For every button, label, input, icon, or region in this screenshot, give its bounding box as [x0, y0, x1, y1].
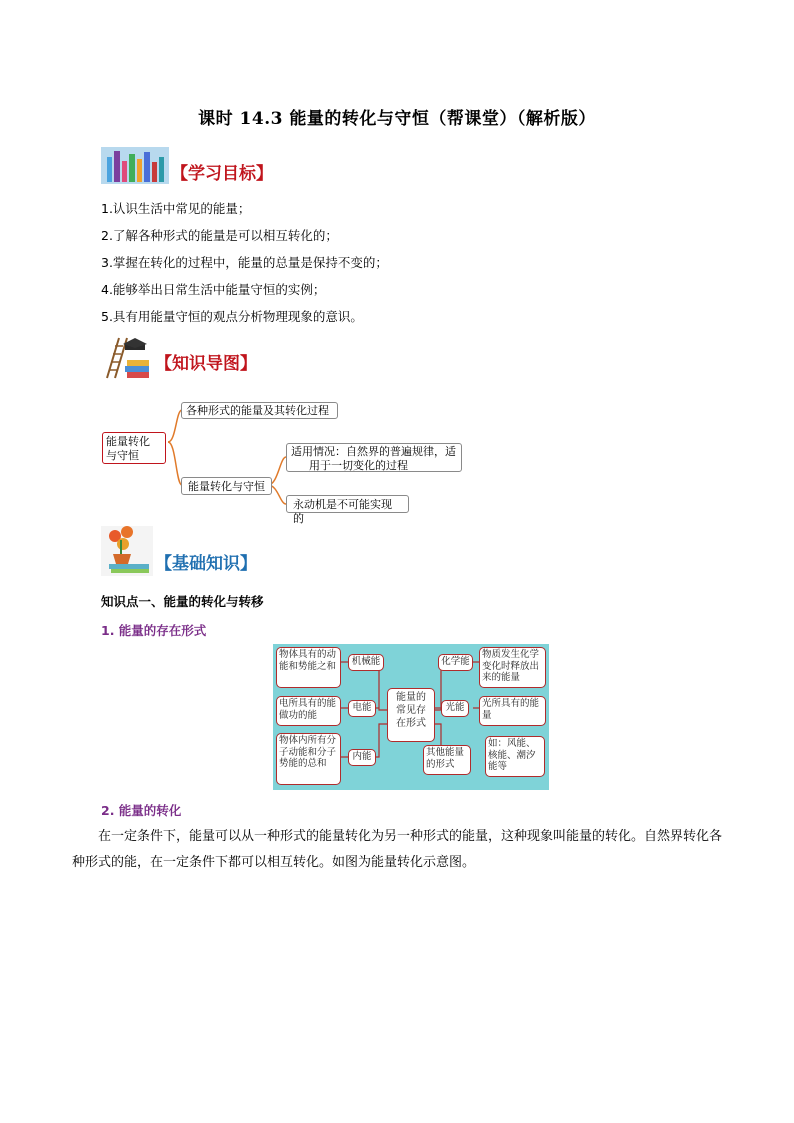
goal-item: 1.认识生活中常见的能量； — [101, 201, 251, 216]
section-goals-header — [101, 147, 273, 184]
basics-label: 【基础知识】 — [155, 554, 257, 574]
ladder-books-icon — [101, 336, 153, 380]
energy-desc-light: 光所具有的能量 — [479, 696, 546, 726]
subsection-title: 2. 能量的转化 — [101, 803, 182, 818]
goal-item: 3.掌握在转化的过程中，能量的总量是保持不变的； — [101, 255, 388, 270]
mindmap-leaf-line: 用于一切变化的过程 — [309, 459, 408, 472]
energy-node-mechanical: 机械能 — [348, 654, 384, 671]
page-title: 课时 14.3 能量的转化与守恒（帮课堂）（解析版） — [198, 109, 596, 129]
mindmap-branch: 各种形式的能量及其转化过程 — [181, 402, 338, 419]
energy-desc-other: 如：风能、核能、潮汐能等 — [485, 736, 545, 777]
energy-center-line: 在形式 — [396, 718, 426, 729]
goal-item: 2.了解各种形式的能量是可以相互转化的； — [101, 228, 338, 243]
energy-forms-diagram — [273, 644, 549, 790]
mindmap-root — [102, 432, 166, 464]
energy-desc-chemical: 物质发生化学变化时释放出来的能量 — [479, 647, 546, 688]
energy-node-light: 光能 — [441, 700, 469, 717]
body-paragraph: 在一定条件下，能量可以从一种形式的能量转化为另一种形式的能量，这种现象叫能量的转化。自然界转化各种形式的能，在一定条件下都可以相互转化。如图为能量转化示意图。 — [72, 829, 723, 870]
energy-node-internal: 内能 — [348, 749, 376, 766]
books-icon — [101, 147, 169, 184]
section-mindmap-header — [101, 336, 257, 380]
energy-node-electric: 电能 — [348, 700, 376, 717]
mindmap-root-line: 与守恒 — [106, 449, 139, 462]
knowledge-point-title: 知识点一、能量的转化与转移 — [101, 594, 264, 609]
mindmap-label: 【知识导图】 — [155, 354, 257, 374]
mindmap-leaf-line: 适用情况：自然界的普遍规律，适 — [291, 445, 456, 458]
energy-center-line: 常见存 — [396, 705, 426, 716]
section-basics-header — [101, 526, 257, 576]
mindmap-branch: 能量转化与守恒 — [181, 477, 272, 495]
energy-desc-internal: 物体内所有分子动能和分子势能的总和 — [276, 733, 341, 785]
goals-label: 【学习目标】 — [171, 164, 273, 184]
goal-item: 5.具有用能量守恒的观点分析物理现象的意识。 — [101, 309, 363, 324]
energy-node-chemical: 化学能 — [438, 654, 473, 671]
mindmap-leaf: 永动机是不可能实现的 — [286, 495, 409, 513]
energy-node-other: 其他能量的形式 — [423, 745, 471, 775]
energy-center-line: 能量的 — [396, 692, 426, 703]
subsection-title: 1. 能量的存在形式 — [101, 623, 207, 638]
energy-center-node — [387, 688, 435, 742]
goal-item: 4.能够举出日常生活中能量守恒的实例； — [101, 282, 326, 297]
mindmap-leaf — [286, 443, 462, 472]
mindmap-root-line: 能量转化 — [106, 435, 150, 448]
energy-desc-mechanical: 物体具有的动能和势能之和 — [276, 647, 341, 688]
energy-desc-electric: 电所具有的能做功的能 — [276, 696, 341, 726]
flowerpot-icon — [101, 526, 153, 576]
